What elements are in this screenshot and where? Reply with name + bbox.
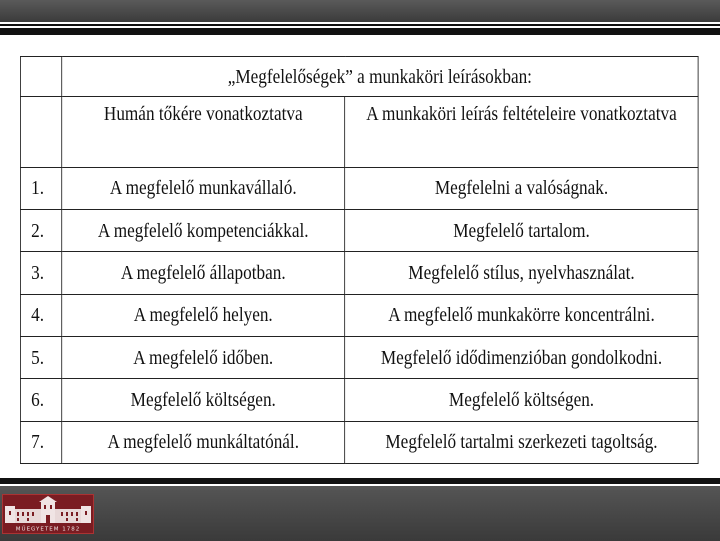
top-divider-thin [0, 24, 720, 26]
bottom-divider [0, 478, 720, 484]
row-number: 1. [20, 167, 61, 209]
human-capital-cell: A megfelelő állapotban. [62, 252, 345, 294]
table-row [20, 379, 698, 421]
job-description-cell: Megfelelő idődimenzióban gondolkodni. [345, 337, 698, 379]
comparison-table-container [20, 56, 699, 464]
human-capital-cell: A megfelelő időben. [62, 337, 345, 379]
comparison-table [20, 56, 699, 464]
header-job-description: A munkaköri leírás feltételeire vonatkoztatva [345, 97, 698, 168]
title-empty-cell [20, 57, 61, 97]
human-capital-cell: A megfelelő helyen. [62, 294, 345, 336]
university-building-logo [2, 494, 94, 534]
table-row [20, 294, 698, 336]
table-row [20, 167, 698, 209]
table-title: „Megfelelőségek” a munkaköri leírásokban: [62, 57, 699, 97]
job-description-cell: Megfelelni a valóságnak. [345, 167, 698, 209]
top-bar [0, 0, 720, 22]
table-row [20, 252, 698, 294]
building-icon [3, 495, 93, 533]
human-capital-cell: A megfelelő munkáltatónál. [62, 421, 345, 463]
job-description-cell: A megfelelő munkakörre koncentrálni. [345, 294, 698, 336]
job-description-cell: Megfelelő stílus, nyelvhasználat. [345, 252, 698, 294]
table-title-row [20, 57, 698, 97]
human-capital-cell: A megfelelő kompetenciákkal. [62, 210, 345, 252]
row-number: 5. [20, 337, 61, 379]
top-divider [0, 28, 720, 35]
header-human-capital: Humán tőkére vonatkoztatva [62, 97, 345, 168]
row-number: 6. [20, 379, 61, 421]
table-row [20, 421, 698, 463]
row-number: 3. [20, 252, 61, 294]
header-number-cell [20, 97, 61, 168]
job-description-cell: Megfelelő tartalmi szerkezeti tagoltság. [345, 421, 698, 463]
table-row [20, 337, 698, 379]
row-number: 7. [20, 421, 61, 463]
table-row [20, 210, 698, 252]
table-header-row [20, 97, 698, 168]
human-capital-cell: Megfelelő költségen. [62, 379, 345, 421]
bottom-bar [0, 486, 720, 541]
human-capital-cell: A megfelelő munkavállaló. [62, 167, 345, 209]
logo-text: MŰEGYETEM 1782 [15, 526, 81, 533]
row-number: 2. [20, 210, 61, 252]
job-description-cell: Megfelelő tartalom. [345, 210, 698, 252]
row-number: 4. [20, 294, 61, 336]
job-description-cell: Megfelelő költségen. [345, 379, 698, 421]
